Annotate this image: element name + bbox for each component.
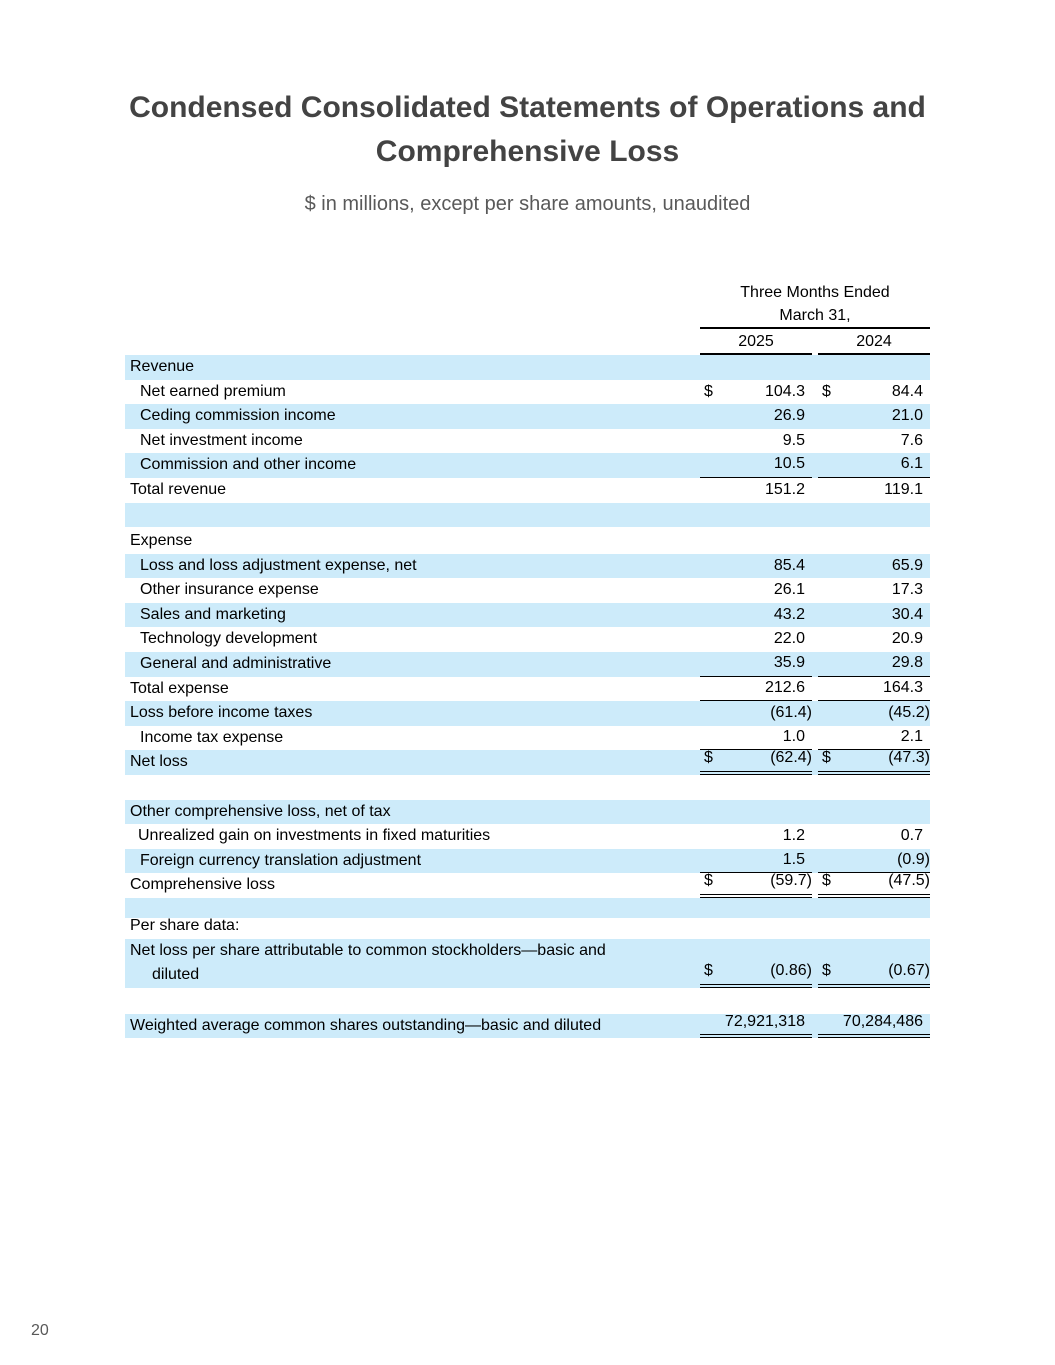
row-label: Other comprehensive loss, net of tax (130, 802, 391, 820)
comprehensive-loss-row (125, 873, 930, 898)
total-row (125, 478, 930, 503)
row-label: General and administrative (140, 655, 332, 672)
weighted-average-shares-row (125, 1014, 930, 1039)
value-2024: 7.6 (900, 431, 923, 449)
table-row (125, 578, 930, 603)
value-2024: 6.1 (900, 455, 923, 473)
row-label: Net earned premium (140, 382, 286, 400)
currency-symbol: $ (704, 382, 713, 400)
row-label: Expense (130, 532, 193, 549)
value-2024: (47.3) (888, 749, 930, 767)
value-2025: 1.5 (782, 850, 805, 868)
row-label: Net loss (130, 753, 188, 771)
row-label: Ceding commission income (140, 407, 336, 425)
title-line-2: Comprehensive Loss (375, 135, 680, 168)
row-label: Technology development (140, 630, 318, 648)
row-label: Total expense (130, 679, 229, 697)
row-label: Unrealized gain on investments in fixed maturities (138, 827, 491, 845)
value-2024: 0.7 (900, 827, 923, 845)
value-2024: 119.1 (884, 481, 923, 498)
value-2025: 104.3 (764, 382, 805, 400)
row-label: Foreign currency translation adjustment (140, 851, 422, 869)
column-header-2025: 2025 (700, 331, 812, 355)
value-2025: 26.9 (773, 407, 805, 425)
row-label: Loss before income taxes (130, 704, 313, 722)
table-row (125, 429, 930, 454)
spacer-row (125, 503, 930, 528)
currency-symbol: $ (822, 382, 831, 400)
value-2024: 2.1 (900, 727, 923, 745)
row-label: Sales and marketing (140, 605, 286, 623)
page-number: 20 (31, 1322, 49, 1339)
section-header-per-share-data (125, 914, 930, 939)
page-title (100, 86, 955, 174)
table-row (125, 554, 930, 579)
value-2025: (0.86) (770, 962, 812, 979)
value-2024: 20.9 (891, 630, 923, 648)
row-label: Income tax expense (140, 728, 284, 746)
currency-symbol: $ (822, 749, 831, 767)
row-label: Total revenue (130, 481, 227, 498)
value-2025: 1.0 (782, 727, 805, 745)
value-2025: 35.9 (773, 654, 805, 671)
value-2025: 10.5 (773, 455, 805, 473)
row-label: Weighted average common shares outstanding—basic and diluted (130, 1016, 602, 1034)
section-header-revenue (125, 355, 930, 380)
currency-symbol: $ (822, 962, 831, 979)
row-label (130, 939, 606, 988)
title-line-1: Condensed Consolidated Statements of Operations and (129, 91, 926, 124)
period-header (700, 281, 930, 329)
column-header-2024: 2024 (818, 331, 930, 355)
spacer-row (125, 988, 930, 1014)
value-2025: 22.0 (773, 630, 805, 648)
table-row (125, 824, 930, 849)
currency-symbol: $ (704, 962, 713, 979)
period-header-line-2: March 31, (779, 307, 851, 324)
page-subtitle: $ in millions, except per share amounts, unaudited (304, 193, 751, 215)
value-2024: (0.9) (897, 850, 930, 868)
table-row (125, 380, 930, 405)
table-row (125, 627, 930, 652)
value-2024: 84.4 (891, 382, 923, 400)
value-2024: 17.3 (891, 581, 923, 599)
currency-symbol: $ (704, 749, 713, 767)
value-2025: 151.2 (764, 481, 805, 498)
value-2025: 43.2 (773, 605, 805, 623)
row-label-line-2: diluted (152, 966, 200, 984)
row-label: Commission and other income (140, 456, 357, 474)
value-2025: 26.1 (773, 581, 805, 599)
period-header-line-1: Three Months Ended (740, 284, 890, 301)
spacer-row (125, 775, 930, 800)
value-2024: 30.4 (891, 605, 923, 623)
row-label: Per share data: (130, 917, 240, 934)
value-2024: 21.0 (891, 407, 923, 425)
value-2025: 72,921,318 (724, 1012, 805, 1030)
value-2024: (45.2) (888, 704, 930, 722)
value-2024: 29.8 (891, 654, 923, 671)
currency-symbol: $ (704, 872, 713, 890)
value-2025: 9.5 (782, 431, 805, 449)
value-2025: (59.7) (770, 872, 812, 890)
section-header-expense (125, 529, 930, 554)
table-row (125, 404, 930, 429)
net-loss-row (125, 750, 930, 775)
table-row (125, 652, 930, 677)
value-2024: 164.3 (882, 678, 923, 696)
value-2025: 212.6 (764, 678, 805, 696)
row-label: Other insurance expense (140, 581, 319, 599)
value-2024: (0.67) (888, 962, 930, 979)
net-loss-per-share-row (125, 939, 930, 988)
value-2025: (61.4) (770, 704, 812, 722)
table-row (125, 701, 930, 726)
table-row (125, 453, 930, 478)
row-label: Net investment income (140, 431, 303, 449)
row-label: Comprehensive loss (130, 876, 275, 894)
currency-symbol: $ (822, 872, 831, 890)
value-2025: (62.4) (770, 749, 812, 767)
total-row (125, 677, 930, 702)
value-2025: 1.2 (782, 827, 805, 845)
value-2024: (47.5) (888, 872, 930, 890)
value-2024: 65.9 (891, 556, 923, 574)
section-header-other-comprehensive-loss (125, 800, 930, 825)
row-label: Loss and loss adjustment expense, net (140, 556, 417, 574)
value-2025: 85.4 (773, 556, 805, 574)
row-label: Revenue (130, 358, 195, 375)
value-2024: 70,284,486 (842, 1012, 923, 1030)
table-row (125, 603, 930, 628)
row-label-line-1: Net loss per share attributable to common stockholders—basic and (130, 941, 606, 959)
